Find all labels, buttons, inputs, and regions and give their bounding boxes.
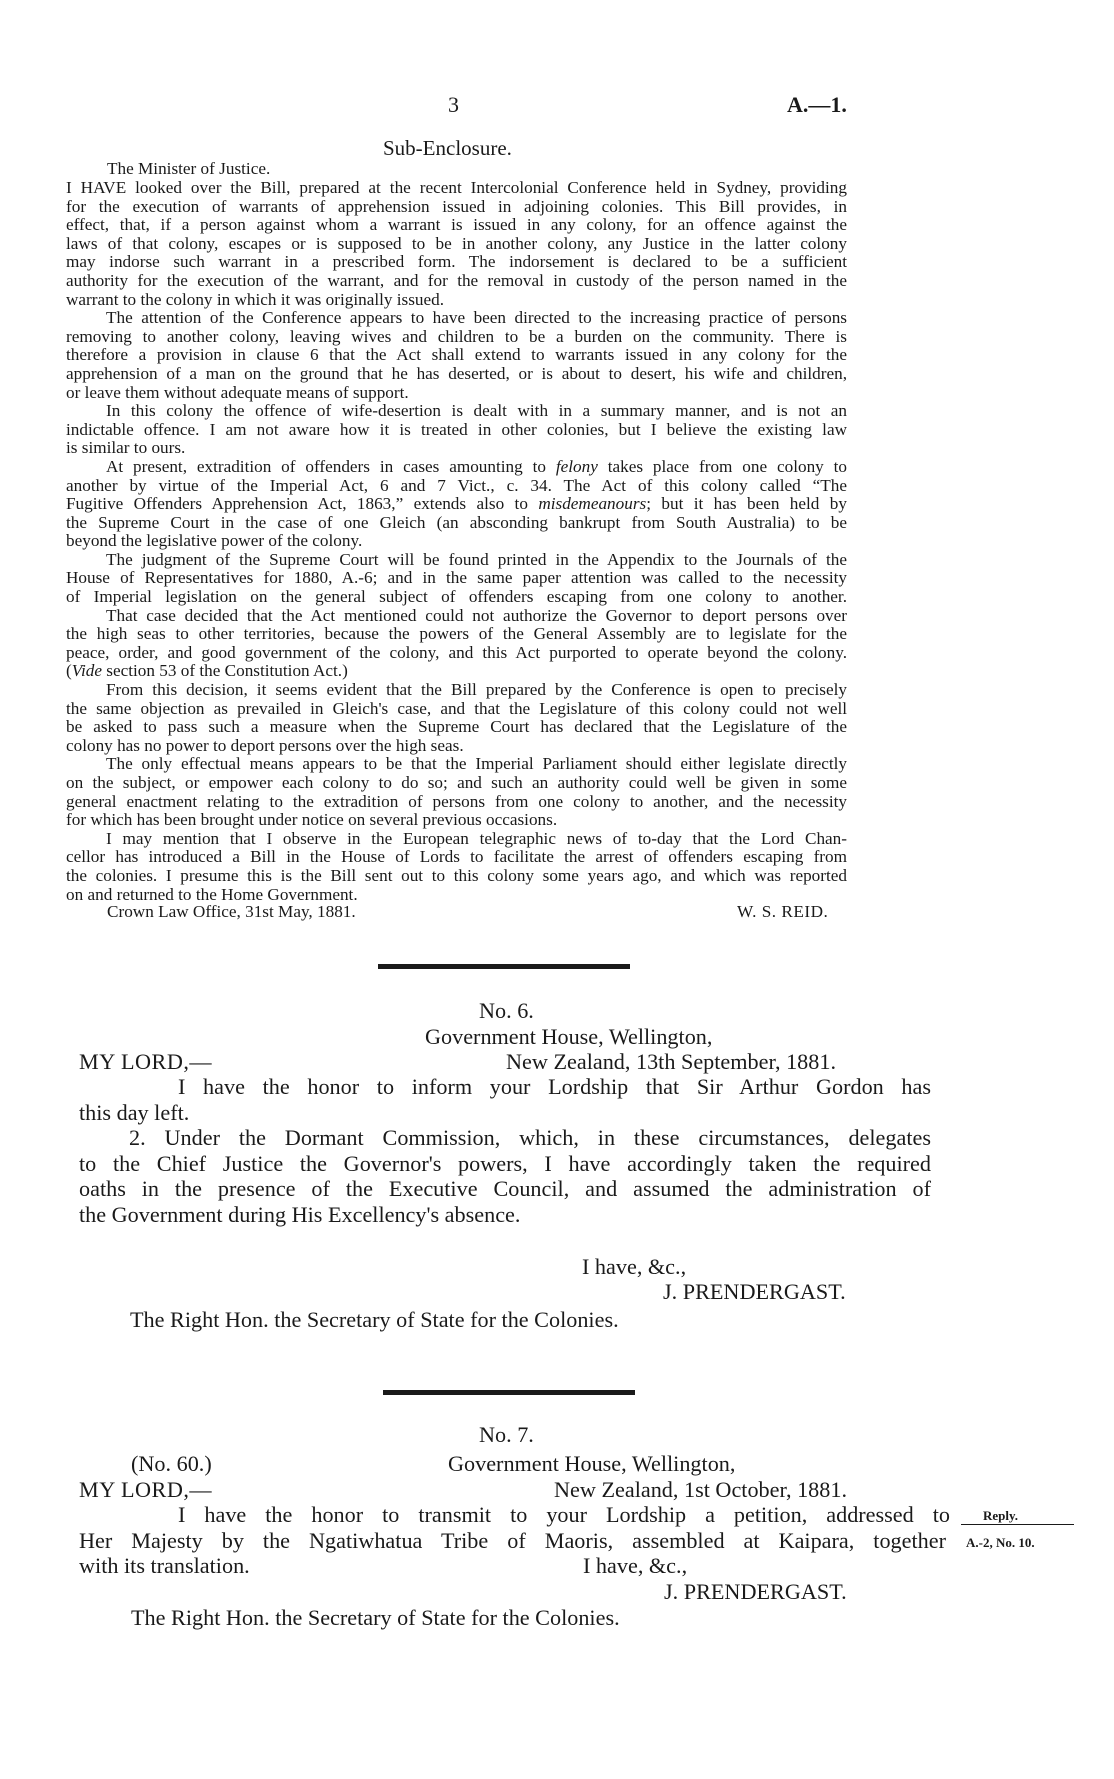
body-line: this day left. — [79, 1099, 190, 1125]
body-line: the high seas to other territories, because the powers of the General Assembly are to legislate for the — [66, 624, 847, 644]
body-line: I have the honor to transmit to your Lordship a petition, addressed to — [178, 1502, 950, 1527]
body-line: is similar to ours. — [66, 438, 186, 458]
no7-body — [79, 1502, 950, 1579]
body-line: 2. Under the Dormant Commission, which, in these circumstances, delegates — [129, 1125, 931, 1150]
body-line: therefore a provision in clause 6 that the Act shall extend to warrants issued in any colony for the — [66, 345, 847, 365]
body-line: Her Majesty by the Ngatiwhatua Tribe of Maoris, assembled at Kaipara, together — [79, 1527, 946, 1553]
page-reference: A.—1. — [787, 92, 847, 117]
body-line: to the Chief Justice the Governor's powers, I have accordingly taken the required — [79, 1150, 931, 1176]
body-line: cellor has introduced a Bill in the House of Lords to facilitate the arrest of offenders escaping from — [66, 847, 847, 867]
body-line: That case decided that the Act mentioned could not authorize the Governor to deport persons over — [106, 605, 847, 625]
body-line: warrant to the colony in which it was originally issued. — [66, 289, 445, 309]
body-line: on the subject, or empower each colony to do so; and such an authority could well be given in some — [66, 773, 847, 792]
italic-word: misdemeanours — [538, 494, 647, 514]
no6-salutation: MY LORD,— — [79, 1049, 213, 1074]
body-line: or leave them without adequate means of support. — [66, 382, 409, 402]
body-line: for which has been brought under notice on several previous occasions. — [66, 810, 558, 830]
body-line: At present, extradition of offenders in cases amounting to felony takes place from one colony to — [106, 456, 847, 476]
side-note-reply: Reply. — [983, 1508, 1019, 1523]
body-line: the same objection as prevailed in Gleich's case, and that the Legislature of this colony could not well — [66, 698, 847, 718]
section-divider — [378, 964, 630, 969]
no7-recipient: The Right Hon. the Secretary of State for the Colonies. — [131, 1605, 620, 1630]
sub-enclosure-body — [66, 179, 847, 904]
no6-signature: J. PRENDERGAST. — [663, 1279, 846, 1304]
body-line: I have the honor to inform your Lordship that Sir Arthur Gordon has — [178, 1074, 931, 1099]
sub-enclosure-addressee: The Minister of Justice. — [107, 159, 271, 178]
body-line: may indorse such warrant in a prescribed form. The indorsement is declared to be a sufficient — [66, 252, 847, 272]
body-line: House of Representatives for 1880, A.-6; and in the same paper attention was called to the necessity — [66, 568, 847, 588]
no7-address-line2: New Zealand, 1st October, 1881. — [554, 1477, 848, 1502]
body-line: of Imperial legislation on the general subject of offenders escaping from one colony to another. — [66, 587, 847, 607]
body-line: another by virtue of the Imperial Act, 6 and 7 Vict., c. 34. The Act of this colony called “The — [66, 475, 847, 495]
body-line: apprehension of a man on the ground that he has deserted, or is about to desert, his wife and children, — [66, 363, 847, 383]
body-line: general enactment relating to the extradition of persons from one colony to another, and the necessity — [66, 791, 847, 811]
body-line: removing to another colony, leaving wives and children to be a burden on the community. There is — [66, 326, 847, 346]
body-line: peace, order, and good government of the colony, and this Act purported to operate beyond the colony. — [66, 642, 847, 662]
page-number: 3 — [448, 92, 459, 117]
side-note-reference: A.-2, No. 10. — [966, 1535, 1035, 1550]
italic-word: felony — [555, 456, 598, 476]
body-line: colony has no power to deport persons over the high seas. — [66, 735, 464, 755]
no7-closing: I have, &c., — [583, 1553, 688, 1578]
body-line: the colonies. I presume this is the Bill sent out to this colony some years ago, and which was reported — [66, 865, 847, 885]
no6-recipient: The Right Hon. the Secretary of State for the Colonies. — [130, 1307, 619, 1332]
body-line: for the execution of warrants of apprehension issued in adjoining colonies. This Bill provides, in — [66, 196, 847, 216]
sub-enclosure-title: Sub-Enclosure. — [383, 136, 512, 160]
no6-body — [79, 1074, 931, 1227]
body-line: indictable offence. I am not aware how it is treated in other colonies, but I believe the existing law — [66, 419, 847, 439]
body-line: In this colony the offence of wife-desertion is dealt with in a summary manner, and is not an — [106, 401, 847, 421]
body-line: The judgment of the Supreme Court will be found printed in the Appendix to the Journals of the — [106, 549, 847, 569]
no7-ref: (No. 60.) — [131, 1451, 212, 1476]
body-line: I may mention that I observe in the European telegraphic news of to-day that the Lord Chan- — [106, 828, 847, 848]
no7-signature: J. PRENDERGAST. — [664, 1579, 847, 1604]
body-line: effect, that, if a person against whom a warrant is issued in any colony, for an offence against the — [66, 215, 847, 235]
body-line: I HAVE looked over the Bill, prepared at the recent Intercolonial Conference held in Sydney, providing — [66, 178, 847, 197]
no6-heading: No. 6. — [479, 998, 534, 1023]
body-line: From this decision, it seems evident that the Bill prepared by the Conference is open to precisely — [106, 680, 847, 700]
side-note-rule — [961, 1524, 1074, 1525]
section-divider — [383, 1390, 635, 1395]
sub-enclosure-closing-place: Crown Law Office, 31st May, 1881. — [107, 902, 356, 921]
no6-closing: I have, &c., — [582, 1254, 687, 1279]
body-line: with its translation. — [79, 1553, 250, 1578]
body-line: the Supreme Court in the case of one Gleich (an absconding bankrupt from South Australia) to be — [66, 512, 847, 532]
body-line: The attention of the Conference appears to have been directed to the increasing practice of persons — [106, 308, 847, 328]
body-line: the Government during His Excellency's absence. — [79, 1201, 521, 1227]
italic-word: Vide — [71, 661, 102, 681]
no6-address-line1: Government House, Wellington, — [425, 1024, 713, 1049]
no7-address-line1: Government House, Wellington, — [448, 1451, 736, 1476]
body-line: be asked to pass such a measure when the Supreme Court has declared that the Legislature of the — [66, 717, 847, 737]
no7-salutation: MY LORD,— — [79, 1477, 213, 1502]
body-line: Fugitive Offenders Apprehension Act, 1863,” extends also to misdemeanours; but it has been held by — [66, 494, 847, 514]
body-line: on and returned to the Home Government. — [66, 884, 358, 904]
no6-address-line2: New Zealand, 13th September, 1881. — [506, 1049, 836, 1074]
body-line: beyond the legislative power of the colony. — [66, 531, 363, 551]
body-line: (Vide section 53 of the Constitution Act.) — [66, 661, 348, 681]
body-line: authority for the execution of the warrant, and for the removal in custody of the person named in the — [66, 270, 847, 290]
body-line: The only effectual means appears to be that the Imperial Parliament should either legislate directly — [106, 754, 847, 774]
body-line: laws of that colony, escapes or is supposed to be in another colony, any Justice in the latter colony — [66, 233, 847, 253]
sub-enclosure-signature: W. S. REID. — [737, 902, 829, 921]
body-line: oaths in the presence of the Executive Council, and assumed the administration of — [79, 1176, 931, 1201]
no7-heading: No. 7. — [479, 1422, 534, 1447]
